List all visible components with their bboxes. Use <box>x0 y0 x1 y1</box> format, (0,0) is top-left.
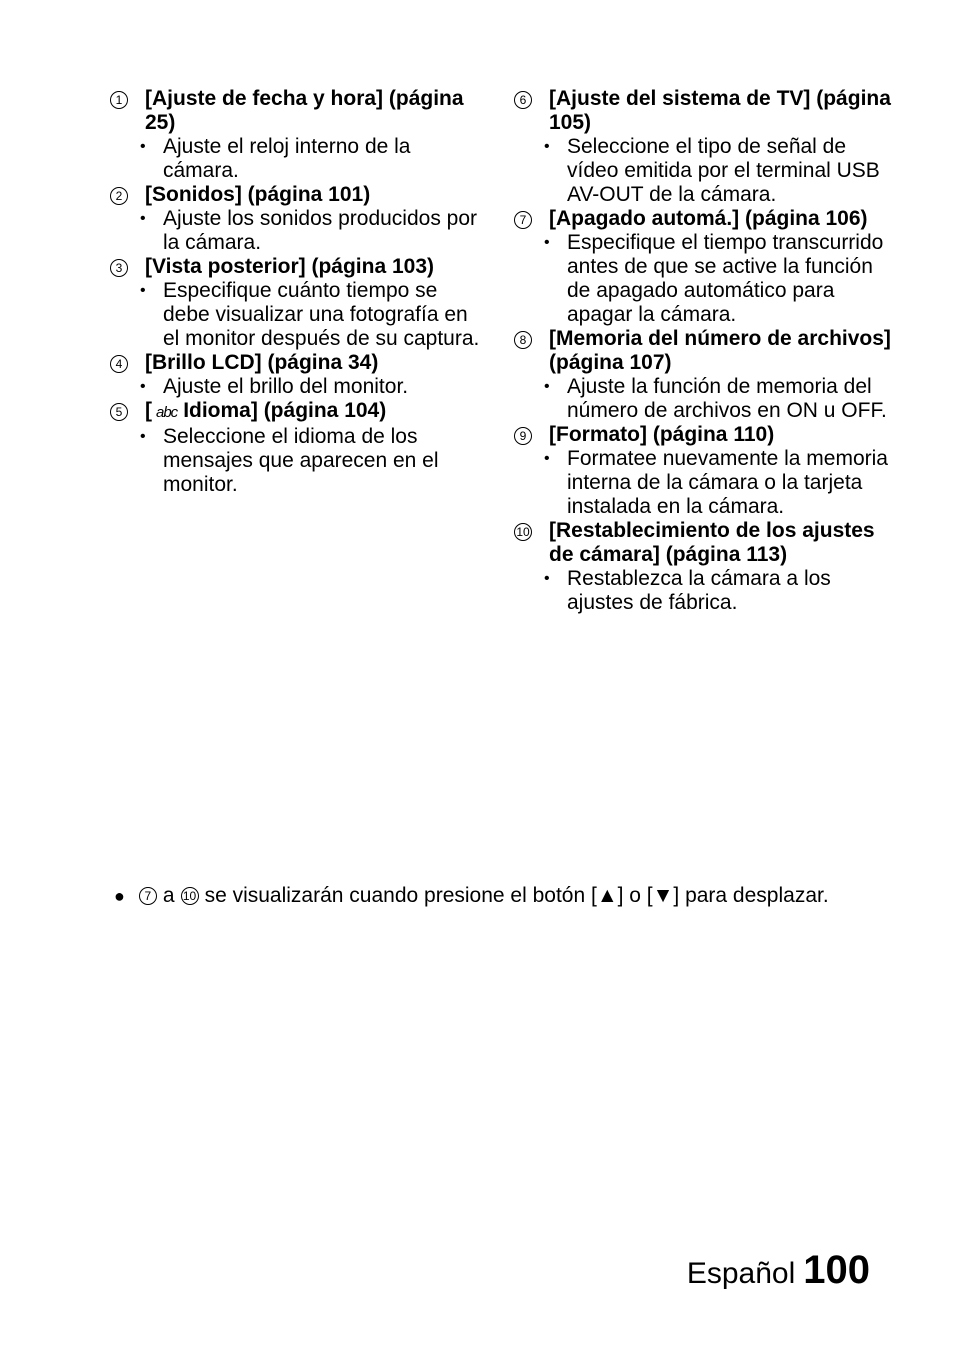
bullet: • <box>544 378 550 395</box>
settings-item <box>514 519 894 615</box>
item-description: Ajuste el brillo del monitor. <box>163 375 409 398</box>
settings-item <box>110 255 480 351</box>
bullet-dot: ● <box>114 886 125 906</box>
footer-language: Español <box>686 1257 796 1290</box>
item-title: [Sonidos] (página 101) <box>145 183 371 206</box>
bullet: • <box>140 210 146 227</box>
item-description: Seleccione el idioma de los mensajes que aparecen en el monitor. <box>163 425 439 496</box>
item-description: Formatee nuevamente la memoria interna de la cámara o la tarjeta instalada en la cámara. <box>567 447 888 518</box>
bullet: • <box>140 428 146 445</box>
item-description: Seleccione el tipo de señal de vídeo emitida por el terminal USB AV-OUT de la cámara. <box>567 135 880 206</box>
note-number-from: 7 <box>139 887 157 905</box>
item-number: 10 <box>514 523 532 541</box>
settings-item <box>514 423 894 519</box>
item-description: Especifique cuánto tiempo se debe visualizar una fotografía en el monitor después de su captura. <box>163 279 480 350</box>
item-description: Restablezca la cámara a los ajustes de fábrica. <box>567 567 831 614</box>
item-title: [Memoria del número de archivos] (página 107) <box>549 327 891 374</box>
page-number: 100 <box>803 1248 870 1292</box>
item-title: [Vista posterior] (página 103) <box>145 255 435 278</box>
scroll-note <box>114 884 904 908</box>
bullet: • <box>544 138 550 155</box>
item-number: 7 <box>514 211 532 229</box>
item-title: [Brillo LCD] (página 34) <box>145 351 379 374</box>
item-title: [Restablecimiento de los ajustes de cámara] (página 113) <box>549 519 875 566</box>
note-text: se visualizarán cuando presione el botón [▲] o [▼] para desplazar. <box>204 884 829 907</box>
item-title: [Apagado automá.] (página 106) <box>549 207 868 230</box>
bullet: • <box>140 282 146 299</box>
left-column <box>110 87 480 497</box>
settings-item <box>514 207 894 327</box>
item-number: 9 <box>514 427 532 445</box>
item-description: Ajuste la función de memoria del número de archivos en ON u OFF. <box>567 375 887 422</box>
item-number: 6 <box>514 91 532 109</box>
item-number: 5 <box>110 403 128 421</box>
bullet: • <box>544 234 550 251</box>
item-description: Ajuste el reloj interno de la cámara. <box>163 135 411 182</box>
item-number: 8 <box>514 331 532 349</box>
item-title-bracket: [ <box>145 399 152 422</box>
right-column <box>514 87 894 615</box>
item-title: [Formato] (página 110) <box>549 423 775 446</box>
settings-item <box>110 399 480 497</box>
item-title: [Ajuste de fecha y hora] (página 25) <box>145 87 464 134</box>
item-number: 1 <box>110 91 128 109</box>
note-connector: a <box>162 884 175 907</box>
item-title: Idioma] (página 104) <box>183 399 387 422</box>
settings-item <box>514 87 894 207</box>
bullet: • <box>544 450 550 467</box>
language-abc-icon: abc <box>156 404 178 421</box>
page-footer <box>686 1248 870 1292</box>
bullet: • <box>140 138 146 155</box>
settings-item <box>110 87 480 183</box>
item-number: 4 <box>110 355 128 373</box>
note-number-to: 10 <box>181 887 199 905</box>
item-description: Especifique el tiempo transcurrido antes de que se active la función de apagado automático para apagar la cámara. <box>567 231 884 326</box>
bullet: • <box>140 378 146 395</box>
bullet: • <box>544 570 550 587</box>
settings-item <box>110 183 480 255</box>
item-number: 3 <box>110 259 128 277</box>
item-description: Ajuste los sonidos producidos por la cámara. <box>163 207 478 254</box>
item-number: 2 <box>110 187 128 205</box>
item-title: [Ajuste del sistema de TV] (página 105) <box>549 87 891 134</box>
settings-item <box>514 327 894 423</box>
settings-item <box>110 351 480 399</box>
